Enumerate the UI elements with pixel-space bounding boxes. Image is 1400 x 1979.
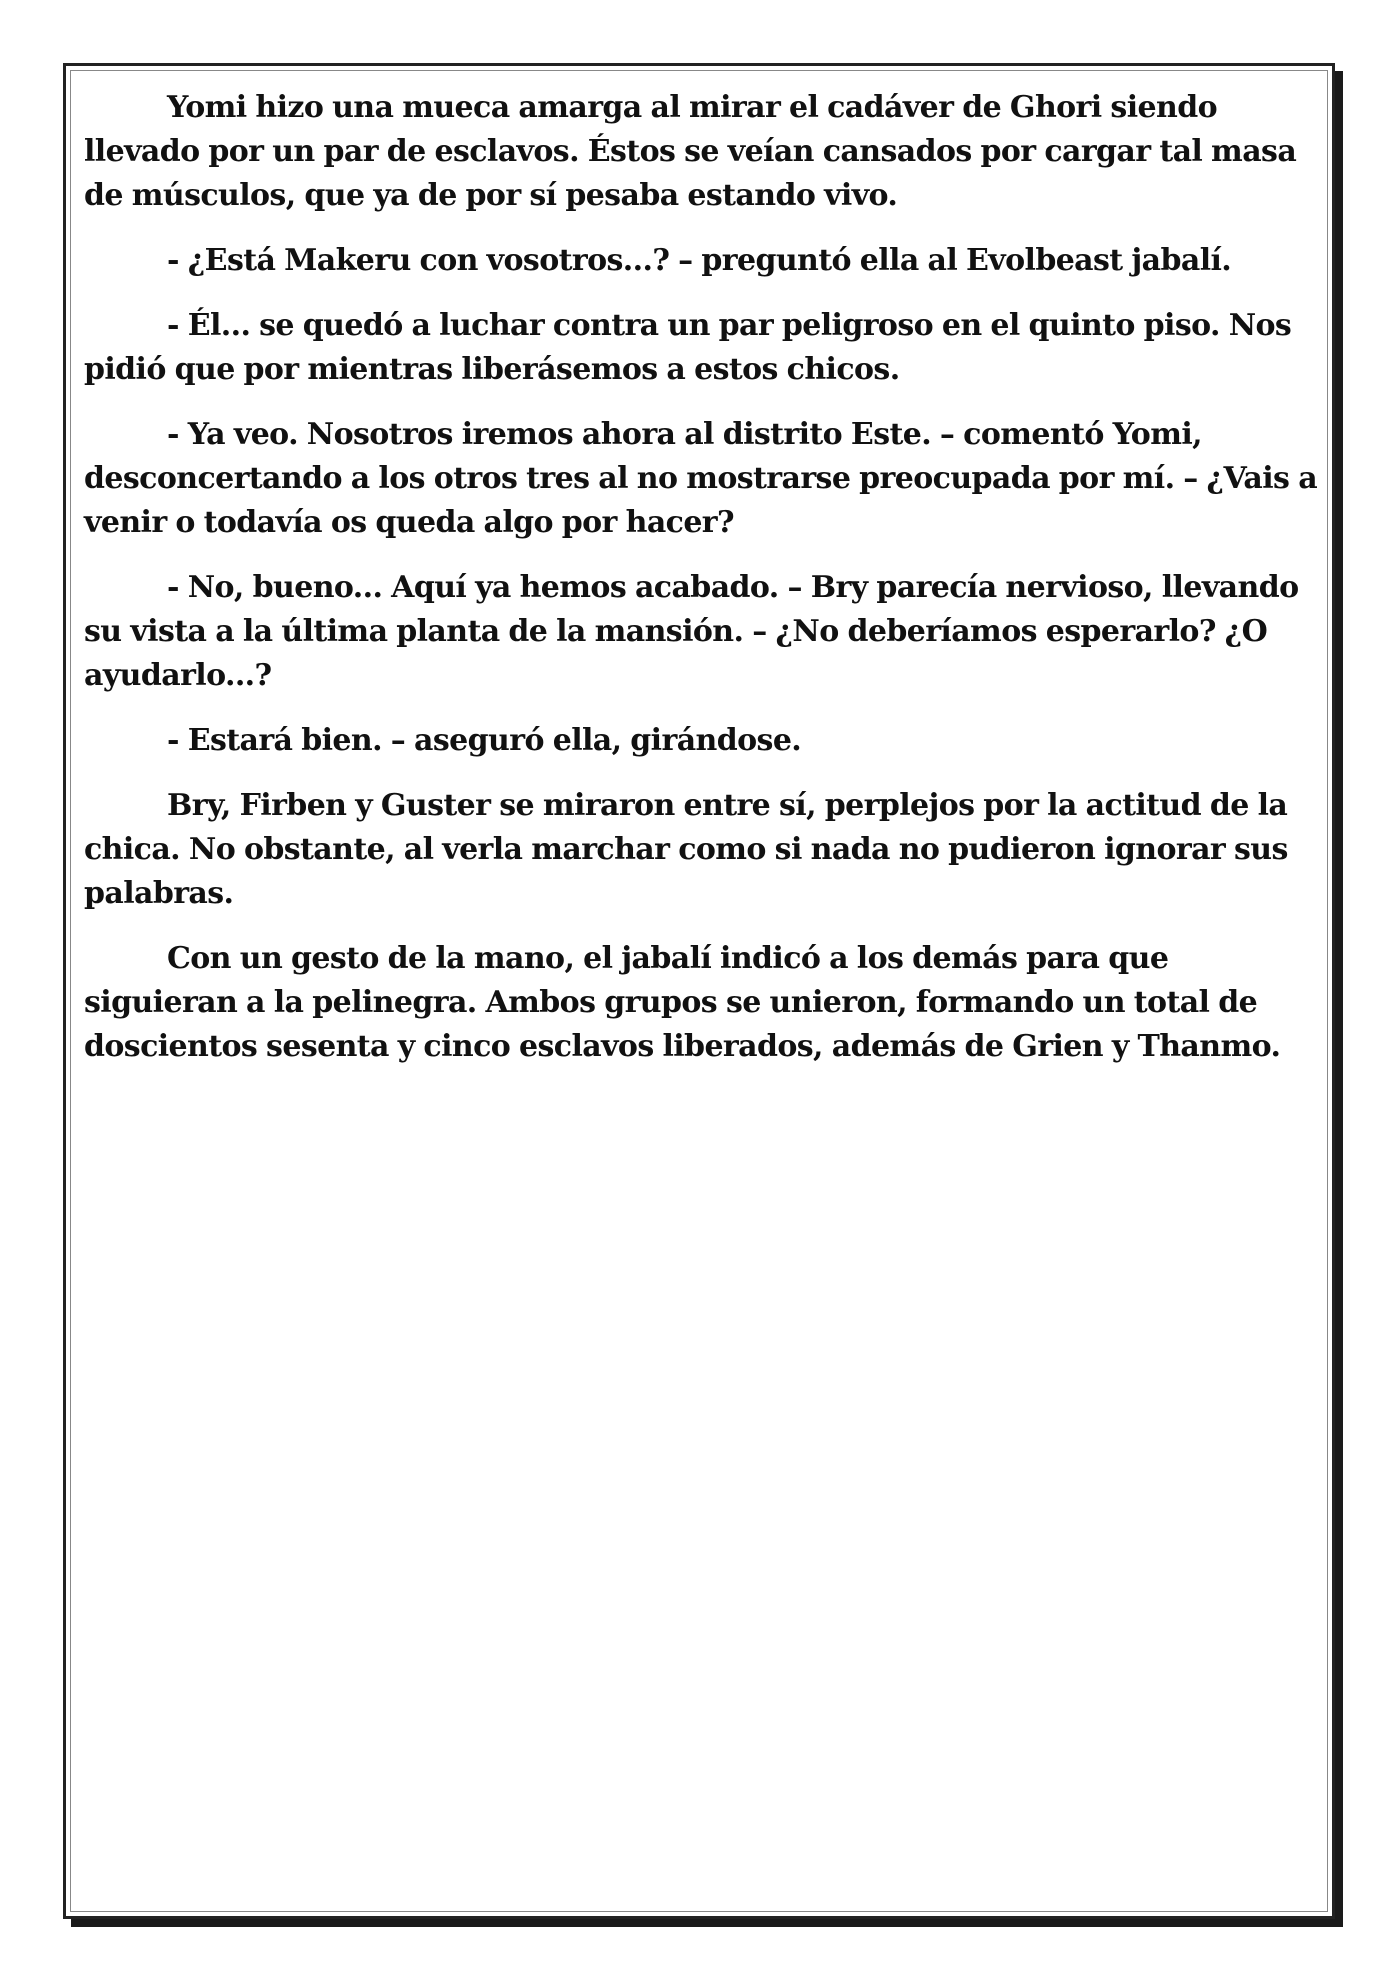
paragraph: - Él... se quedó a luchar contra un par peligroso en el quinto piso. Nos pidió que por mientras liberásemos a estos chicos.: [84, 308, 1292, 387]
paragraph: Bry, Firben y Guster se miraron entre sí, perplejos por la actitud de la chica. No obstante, al verla marchar como si nada no pudieron ignorar sus palabras.: [84, 788, 1288, 911]
paragraph: - No, bueno... Aquí ya hemos acabado. – Bry parecía nervioso, llevando su vista a la última planta de la mansión. – ¿No deberíamos esperarlo? ¿O ayudarlo...?: [84, 570, 1299, 693]
paragraph: - Ya veo. Nosotros iremos ahora al distrito Este. – comentó Yomi, desconcertando a los otros tres al no mostrarse preocupada por mí. – ¿Vais a venir o todavía os queda algo por hacer?: [84, 417, 1318, 540]
paragraph: - ¿Está Makeru con vosotros...? – preguntó ella al Evolbeast jabalí.: [167, 243, 1232, 278]
paragraph: Con un gesto de la mano, el jabalí indicó a los demás para que siguieran a la pelinegra. Ambos grupos se unieron, formando un total de doscientos sesenta y cinco esclavos liberados, además de Grien y Thanmo.: [84, 941, 1281, 1064]
document-body: [84, 86, 1320, 1090]
paragraph: - Estará bien. – aseguró ella, girándose.: [167, 723, 802, 758]
paragraph: Yomi hizo una mueca amarga al mirar el cadáver de Ghori siendo llevado por un par de esclavos. Éstos se veían cansados por cargar tal masa de músculos, que ya de por sí pesaba estando vivo.: [84, 90, 1297, 213]
